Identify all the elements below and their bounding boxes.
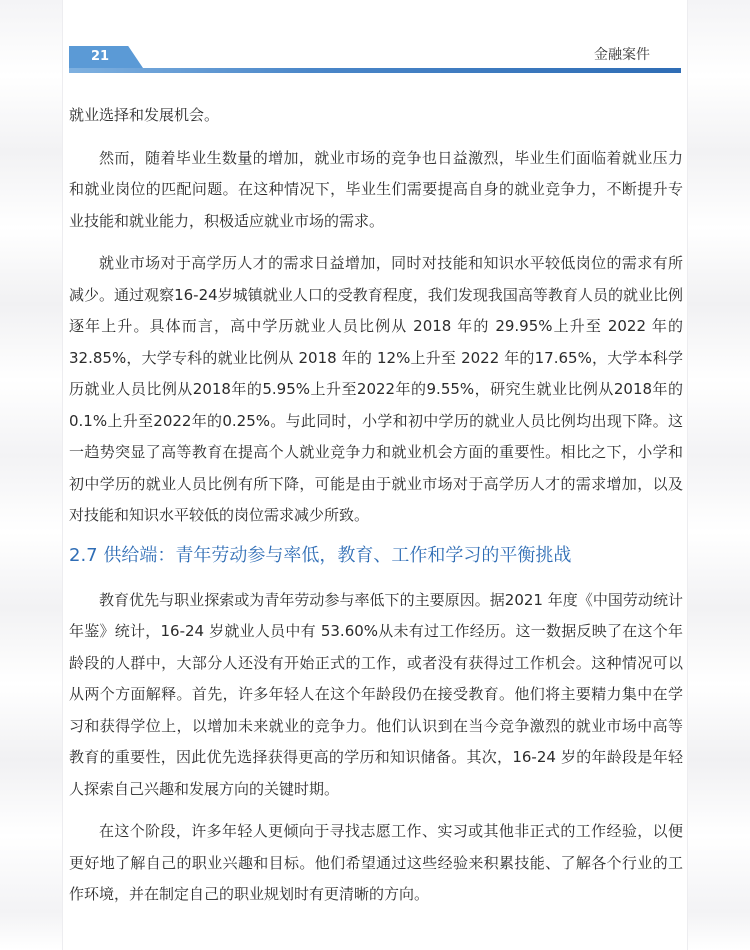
background-left-panel <box>0 0 63 950</box>
header-title: 金融案件 <box>594 47 650 63</box>
paragraph-labor-participation: 教育优先与职业探索或为青年劳动参与率低下的主要原因。据2021 年度《中国劳动统计年鉴》统计，16-24 岁就业人员中有 53.60%从未有过工作经历。这一数据反映了在这个年龄段的人群中，大部分人还没有开始正式的工作，或者没有获得过工作机会。这种情况可以从两个方面解释。首先，许多年轻人在这个年龄段仍在接受教育。他们将主要精力集中在学习和获得学位上，以增加未来就业的竞争力。他们认识到在当今竞争激烈的就业市场中高等教育的重要性，因此优先选择获得更高的学历和知识储备。其次，16-24 岁的年龄段是年轻人探索自己兴趣和发展方向的关键时期。 <box>69 590 683 798</box>
section-heading: 2.7 供给端：青年劳动参与率低，教育、工作和学习的平衡挑战 <box>69 544 572 566</box>
paragraph-employment-pressure: 然而，随着毕业生数量的增加，就业市场的竞争也日益激烈，毕业生们面临着就业压力和就业岗位的匹配问题。在这种情况下，毕业生们需要提高自身的就业竞争力，不断提升专业技能和就业能力，积极适应就业市场的需求。 <box>69 148 683 230</box>
paragraph-education-levels: 就业市场对于高学历人才的需求日益增加，同时对技能和知识水平较低岗位的需求有所减少。通过观察16-24岁城镇就业人口的受教育程度，我们发现我国高等教育人员的就业比例逐年上升。具体而言，高中学历就业人员比例从 2018 年的 29.95%上升至 2022 年的32.85%，大学专科的就业比例从 2018 年的 12%上升至 2022 年的17.65%，大学本科学历就业人员比例从2018年的5.95%上升至2022年的9.55%，研究生就业比例从2018年的0.1%上升至2022年的0.25%。与此同时，小学和初中学历的就业人员比例均出现下降。这一趋势突显了高等教育在提高个人就业竞争力和就业机会方面的重要性。相比之下，小学和初中学历的就业人员比例有所下降，可能是由于就业市场对于高学历人才的需求增加，以及对技能和知识水平较低的岗位需求减少所致。 <box>69 254 683 524</box>
article-body <box>69 100 683 922</box>
paragraph-continuation: 就业选择和发展机会。 <box>69 106 220 124</box>
paragraph-career-exploration: 在这个阶段，许多年轻人更倾向于寻找志愿工作、实习或其他非正式的工作经验，以便更好地了解自己的职业兴趣和目标。他们希望通过这些经验来积累技能、了解各个行业的工作环境，并在制定自己的职业规划时有更清晰的方向。 <box>69 822 683 903</box>
page-number: 21 <box>90 49 110 64</box>
header-divider <box>69 68 681 73</box>
background-right-panel <box>687 0 750 950</box>
